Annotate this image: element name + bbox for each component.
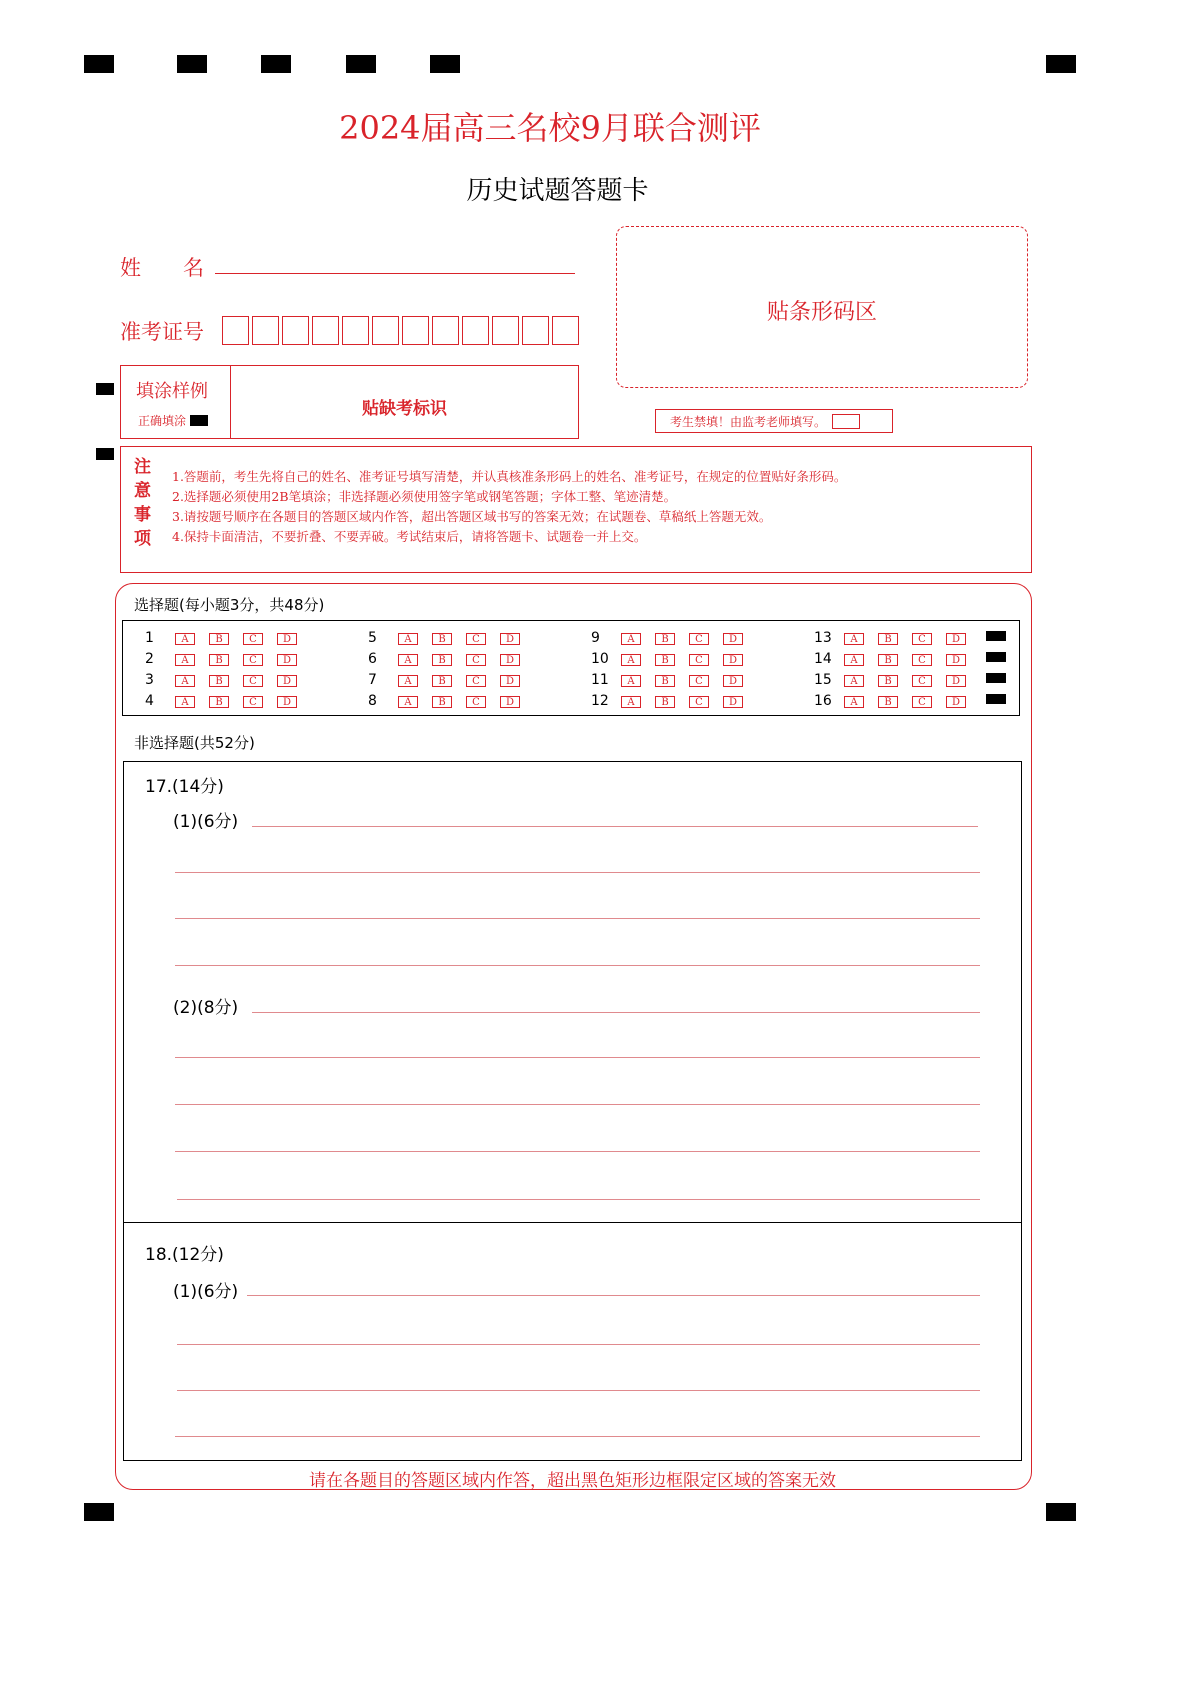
question-number: 4 xyxy=(145,693,154,709)
option-bubble[interactable]: B xyxy=(655,654,675,666)
option-bubble[interactable]: C xyxy=(912,675,932,687)
id-boxes xyxy=(222,316,582,349)
option-bubble[interactable]: C xyxy=(243,675,263,687)
choice-question-row xyxy=(814,651,1006,671)
question-number: 5 xyxy=(368,630,377,646)
answer-line[interactable] xyxy=(177,1390,980,1391)
option-bubble[interactable]: A xyxy=(398,675,418,687)
option-bubble[interactable]: D xyxy=(723,633,743,645)
row-timing-mark xyxy=(986,652,1006,662)
option-bubble[interactable]: B xyxy=(878,654,898,666)
choice-question-row xyxy=(368,651,534,671)
choice-question-row xyxy=(591,630,757,650)
option-bubble[interactable]: A xyxy=(175,696,195,708)
registration-mark xyxy=(261,55,291,73)
registration-mark xyxy=(1046,55,1076,73)
option-bubble[interactable]: D xyxy=(500,654,520,666)
id-digit-box[interactable] xyxy=(342,316,369,345)
option-bubble[interactable]: C xyxy=(243,654,263,666)
answer-line[interactable] xyxy=(175,872,980,873)
answer-line[interactable] xyxy=(177,1344,980,1345)
proctor-note: 考生禁填！由监考老师填写。 xyxy=(655,409,893,433)
answer-line[interactable] xyxy=(175,1104,980,1105)
q17-part1-label: (1)(6分) xyxy=(173,812,239,832)
row-timing-mark xyxy=(986,673,1006,683)
option-bubble[interactable]: C xyxy=(466,633,486,645)
choice-question-row xyxy=(145,651,311,671)
option-bubble[interactable]: B xyxy=(878,675,898,687)
option-bubble[interactable]: A xyxy=(175,633,195,645)
option-bubble[interactable]: C xyxy=(689,633,709,645)
registration-mark xyxy=(177,55,207,73)
option-bubble[interactable]: D xyxy=(277,654,297,666)
option-bubble[interactable]: B xyxy=(209,696,229,708)
option-bubble[interactable]: A xyxy=(398,633,418,645)
fill-sample-label: 填涂样例 xyxy=(136,381,208,402)
question-number: 16 xyxy=(814,693,832,709)
registration-mark xyxy=(430,55,460,73)
option-bubble[interactable]: C xyxy=(689,675,709,687)
question-number: 9 xyxy=(591,630,600,646)
id-label: 准考证号 xyxy=(120,320,204,344)
option-bubble[interactable]: C xyxy=(912,633,932,645)
id-digit-box[interactable] xyxy=(222,316,249,345)
registration-mark xyxy=(96,448,114,460)
option-bubble[interactable]: A xyxy=(398,654,418,666)
option-bubble[interactable]: D xyxy=(946,633,966,645)
option-bubble[interactable]: C xyxy=(243,633,263,645)
q18-part1-label: (1)(6分) xyxy=(173,1282,239,1302)
notice-item: 4.保持卡面清洁，不要折叠、不要弄破。考试结束后，请将答题卡、试题卷一并上交。 xyxy=(172,529,647,544)
id-digit-box[interactable] xyxy=(462,316,489,345)
answer-line[interactable] xyxy=(252,826,978,827)
registration-mark xyxy=(1046,1503,1076,1521)
row-timing-mark xyxy=(986,631,1006,641)
answer-line[interactable] xyxy=(247,1295,980,1296)
choice-question-row xyxy=(814,630,1006,650)
id-digit-box[interactable] xyxy=(402,316,429,345)
option-bubble[interactable]: B xyxy=(878,633,898,645)
choice-question-row xyxy=(368,693,534,713)
option-bubble[interactable]: B xyxy=(432,696,452,708)
notice-items xyxy=(172,467,846,547)
question-number: 7 xyxy=(368,672,377,688)
option-bubble[interactable]: B xyxy=(655,633,675,645)
answer-line[interactable] xyxy=(252,1012,980,1013)
id-digit-box[interactable] xyxy=(252,316,279,345)
choice-question-row xyxy=(368,672,534,692)
option-bubble[interactable]: D xyxy=(500,696,520,708)
option-bubble[interactable]: A xyxy=(621,633,641,645)
option-bubble[interactable]: D xyxy=(277,696,297,708)
exam-title: 2024届高三名校9月联合测评 xyxy=(339,109,761,147)
q17-label: 17.(14分) xyxy=(145,777,224,797)
id-digit-box[interactable] xyxy=(552,316,579,345)
proctor-checkbox[interactable] xyxy=(832,414,860,429)
choice-question-row xyxy=(145,630,311,650)
option-bubble[interactable]: C xyxy=(466,696,486,708)
registration-mark xyxy=(84,55,114,73)
id-digit-box[interactable] xyxy=(522,316,549,345)
notice-item: 1.答题前，考生先将自己的姓名、准考证号填写清楚，并认真核准条形码上的姓名、准考证号，在规定的位置贴好条形码。 xyxy=(172,469,847,484)
option-bubble[interactable]: A xyxy=(844,696,864,708)
choice-question-row xyxy=(591,672,757,692)
notice-box xyxy=(120,446,1032,573)
option-bubble[interactable]: A xyxy=(175,654,195,666)
nonchoice-title: 非选择题(共52分) xyxy=(134,734,255,752)
choice-question-row xyxy=(145,693,311,713)
option-bubble[interactable]: D xyxy=(946,696,966,708)
choice-question-row xyxy=(591,651,757,671)
q17-box xyxy=(123,761,1022,1223)
option-bubble[interactable]: C xyxy=(466,654,486,666)
q18-box xyxy=(123,1222,1022,1461)
option-bubble[interactable]: C xyxy=(689,654,709,666)
choice-question-row xyxy=(368,630,534,650)
option-bubble[interactable]: A xyxy=(844,633,864,645)
name-label: 姓 名 xyxy=(120,256,204,280)
answer-line[interactable] xyxy=(175,965,980,966)
registration-mark xyxy=(96,383,114,395)
q18-label: 18.(12分) xyxy=(145,1245,224,1265)
notice-item: 2.选择题必须使用2B笔填涂；非选择题必须使用签字笔或钢笔答题；字体工整、笔迹清楚。 xyxy=(172,489,677,504)
choice-question-row xyxy=(814,693,1006,713)
registration-mark xyxy=(346,55,376,73)
name-field[interactable] xyxy=(215,273,575,274)
choice-question-row xyxy=(145,672,311,692)
option-bubble[interactable]: D xyxy=(500,633,520,645)
barcode-label: 贴条形码区 xyxy=(766,300,877,325)
barcode-area xyxy=(616,226,1028,388)
question-number: 14 xyxy=(814,651,832,667)
option-bubble[interactable]: D xyxy=(277,633,297,645)
id-digit-box[interactable] xyxy=(312,316,339,345)
option-bubble[interactable]: D xyxy=(946,675,966,687)
option-bubble[interactable]: B xyxy=(432,633,452,645)
answer-line[interactable] xyxy=(175,918,980,919)
q17-part2-label: (2)(8分) xyxy=(173,998,239,1018)
id-digit-box[interactable] xyxy=(372,316,399,345)
answer-line[interactable] xyxy=(177,1199,980,1200)
option-bubble[interactable]: A xyxy=(398,696,418,708)
option-bubble[interactable]: A xyxy=(175,675,195,687)
notice-item: 3.请按题号顺序在各题目的答题区域内作答，超出答题区域书写的答案无效；在试题卷、草稿纸上答题无效。 xyxy=(172,509,772,524)
option-bubble[interactable]: B xyxy=(878,696,898,708)
registration-mark xyxy=(84,1503,114,1521)
answer-line[interactable] xyxy=(175,1151,980,1152)
question-number: 11 xyxy=(591,672,609,688)
question-number: 1 xyxy=(145,630,154,646)
exam-subtitle: 历史试题答题卡 xyxy=(466,176,649,206)
option-bubble[interactable]: D xyxy=(946,654,966,666)
question-number: 10 xyxy=(591,651,609,667)
fill-sample-box xyxy=(120,365,579,439)
option-bubble[interactable]: B xyxy=(432,675,452,687)
option-bubble[interactable]: B xyxy=(655,696,675,708)
option-bubble[interactable]: C xyxy=(912,696,932,708)
question-number: 8 xyxy=(368,693,377,709)
option-bubble[interactable]: C xyxy=(466,675,486,687)
option-bubble[interactable]: A xyxy=(621,654,641,666)
absent-mark-label: 贴缺考标识 xyxy=(362,399,447,419)
question-number: 6 xyxy=(368,651,377,667)
option-bubble[interactable]: D xyxy=(723,696,743,708)
question-number: 12 xyxy=(591,693,609,709)
option-bubble[interactable]: B xyxy=(209,675,229,687)
id-digit-box[interactable] xyxy=(492,316,519,345)
row-timing-mark xyxy=(986,694,1006,704)
option-bubble[interactable]: D xyxy=(277,675,297,687)
choice-title: 选择题(每小题3分，共48分) xyxy=(134,596,325,614)
option-bubble[interactable]: B xyxy=(209,633,229,645)
option-bubble[interactable]: D xyxy=(500,675,520,687)
id-digit-box[interactable] xyxy=(282,316,309,345)
option-bubble[interactable]: C xyxy=(912,654,932,666)
option-bubble[interactable]: A xyxy=(621,696,641,708)
id-digit-box[interactable] xyxy=(432,316,459,345)
answer-line[interactable] xyxy=(175,1436,980,1437)
answer-line[interactable] xyxy=(175,1057,980,1058)
option-bubble[interactable]: C xyxy=(689,696,709,708)
option-bubble[interactable]: C xyxy=(243,696,263,708)
notice-title: 注 意 事 项 xyxy=(134,457,151,549)
question-number: 2 xyxy=(145,651,154,667)
option-bubble[interactable]: B xyxy=(655,675,675,687)
question-number: 3 xyxy=(145,672,154,688)
footer-warning: 请在各题目的答题区域内作答，超出黑色矩形边框限定区域的答案无效 xyxy=(309,1471,836,1491)
option-bubble[interactable]: B xyxy=(432,654,452,666)
option-bubble[interactable]: A xyxy=(844,654,864,666)
option-bubble[interactable]: A xyxy=(844,675,864,687)
option-bubble[interactable]: B xyxy=(209,654,229,666)
choice-question-row xyxy=(591,693,757,713)
option-bubble[interactable]: D xyxy=(723,675,743,687)
question-number: 13 xyxy=(814,630,832,646)
question-number: 15 xyxy=(814,672,832,688)
option-bubble[interactable]: A xyxy=(621,675,641,687)
correct-fill-sample xyxy=(190,415,208,426)
choice-question-row xyxy=(814,672,1006,692)
option-bubble[interactable]: D xyxy=(723,654,743,666)
correct-fill-label: 正确填涂 xyxy=(138,412,208,429)
